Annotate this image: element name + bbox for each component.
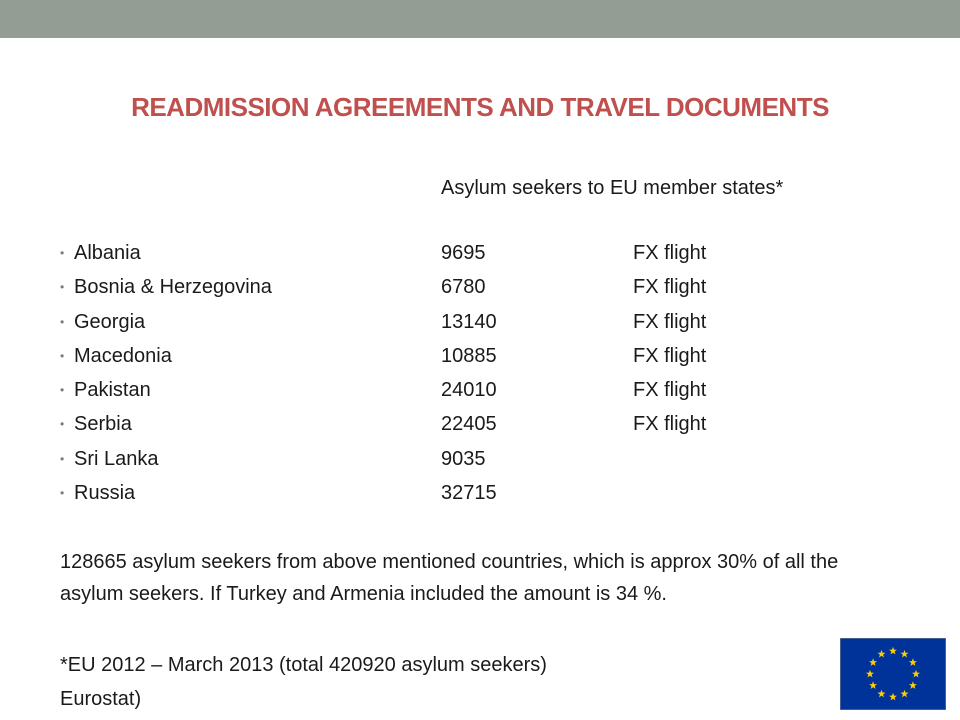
- list-item: [60, 305, 780, 339]
- flight-note: FX flight: [633, 344, 707, 367]
- top-bar: [0, 0, 960, 38]
- table-subheading: Asylum seekers to EU member states*: [441, 177, 784, 199]
- bullet-icon: •: [60, 486, 65, 501]
- country-name: Serbia: [74, 413, 132, 436]
- list-item: [60, 270, 780, 304]
- list-item: [60, 442, 780, 476]
- asylum-count: 24010: [441, 379, 497, 402]
- asylum-count: 10885: [441, 344, 497, 367]
- bullet-icon: •: [60, 246, 65, 260]
- asylum-count: 6780: [441, 276, 486, 299]
- eu-flag-icon: [840, 638, 946, 710]
- bullet-icon: •: [60, 314, 65, 329]
- asylum-count: 32715: [441, 482, 497, 505]
- country-name: Macedonia: [74, 344, 172, 367]
- list-item: [60, 236, 780, 270]
- country-name: Georgia: [74, 310, 146, 333]
- country-name: Albania: [74, 242, 141, 264]
- footnote-eurostat: Eurostat): [60, 688, 142, 710]
- footnote-source: *EU 2012 – March 2013 (total 420920 asylum seekers): [60, 654, 547, 676]
- summary-paragraph: 128665 asylum seekers from above mentioned countries, which is approx 30% of all the asylum seekers. If Turkey and Armenia included the amount is 34 %.: [60, 551, 839, 605]
- country-name: Pakistan: [74, 379, 151, 402]
- country-name: Bosnia & Herzegovina: [74, 276, 272, 299]
- slide-title: READMISSION AGREEMENTS AND TRAVEL DOCUMENTS: [131, 92, 829, 122]
- asylum-count: 13140: [441, 310, 497, 333]
- asylum-count: 9035: [441, 447, 486, 470]
- asylum-count: 9695: [441, 242, 486, 264]
- bullet-icon: •: [60, 417, 65, 432]
- bullet-icon: •: [60, 383, 65, 398]
- flight-note: FX flight: [633, 413, 707, 436]
- flight-note: FX flight: [633, 276, 707, 299]
- footnote: [60, 648, 760, 716]
- flight-note: FX flight: [633, 242, 707, 264]
- bullet-icon: •: [60, 280, 65, 295]
- bullet-icon: •: [60, 451, 65, 466]
- list-item: [60, 407, 780, 441]
- list-item: [60, 373, 780, 407]
- bullet-icon: •: [60, 348, 65, 363]
- country-list: [60, 236, 780, 510]
- asylum-count: 22405: [441, 413, 497, 436]
- country-name: Russia: [74, 482, 136, 505]
- country-name: Sri Lanka: [74, 447, 159, 470]
- list-item: [60, 476, 780, 510]
- list-item: [60, 339, 780, 373]
- flight-note: FX flight: [633, 310, 707, 333]
- flight-note: FX flight: [633, 379, 707, 402]
